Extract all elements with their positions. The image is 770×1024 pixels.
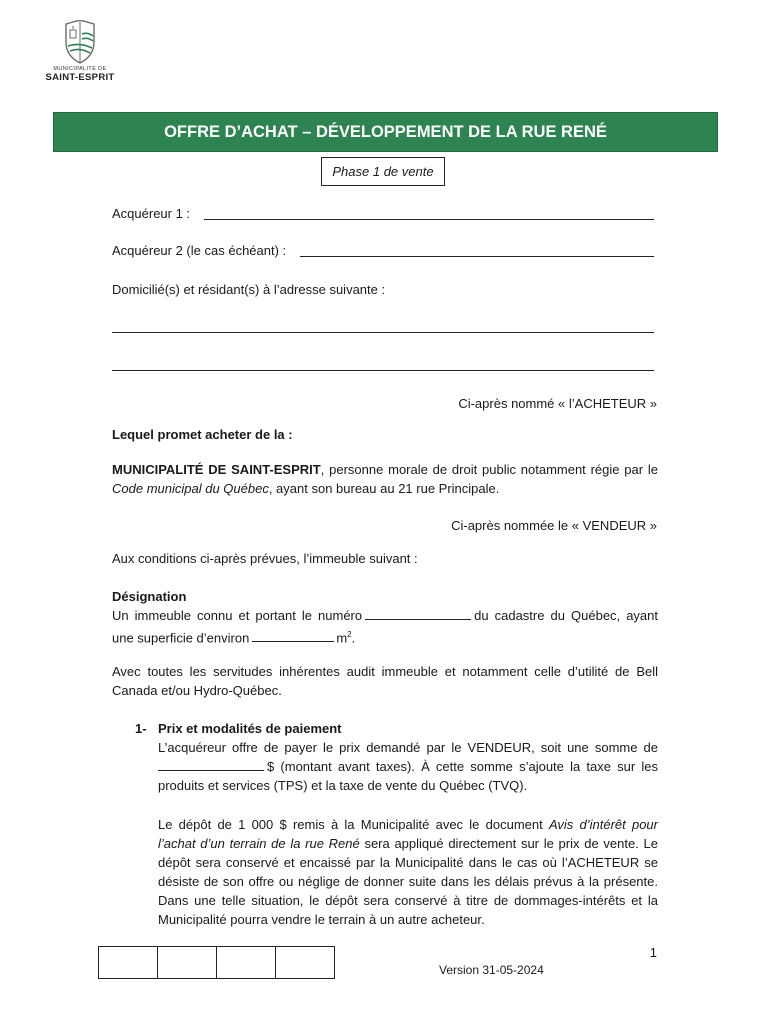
designation-text2: du cadastre du Québec, ayant une superficie d’environ (112, 608, 658, 646)
acquereur1-label: Acquéreur 1 : (112, 206, 191, 221)
page-number: 1 (649, 945, 657, 960)
designation-end: . (351, 630, 356, 646)
municipal-shield-emblem-icon (62, 20, 98, 64)
initials-boxes (98, 946, 335, 979)
section1-number: 1- (135, 721, 147, 736)
price-text2: $ (montant avant taxes). À cette somme s’ajoute la taxe sur les produits et services (TPS) et la taxe de vente du Québec (TVQ). (158, 759, 658, 793)
initials-box[interactable] (157, 946, 217, 979)
acquereur2-label: Acquéreur 2 (le cas échéant) : (112, 243, 287, 258)
conditions-text: Aux conditions ci-après prévues, l’immeuble suivant : (112, 551, 418, 566)
initials-box[interactable] (98, 946, 158, 979)
vendeur-code: Code municipal du Québec (112, 481, 269, 496)
price-text1: L’acquéreur offre de payer le prix demandé par le VENDEUR, soit une somme de (158, 740, 658, 755)
address-line-2-field[interactable] (112, 370, 654, 371)
vendeur-paragraph (112, 460, 658, 498)
version-label: Version 31-05-2024 (439, 963, 544, 977)
acheteur-note: Ci-après nommé « l’ACHETEUR » (458, 396, 657, 411)
vendeur-name: MUNICIPALITÉ DE SAINT-ESPRIT (112, 462, 321, 477)
phase-label: Phase 1 de vente (321, 157, 445, 186)
deposit-text1: Le dépôt de 1 000 $ remis à la Municipalité avec le document (158, 817, 549, 832)
vendeur-text1: , personne morale de droit public notamment régie par le (320, 462, 659, 477)
deposit-document-title: Avis d’intérêt pour l’achat d’un terrain de la rue René (158, 817, 658, 851)
document-title: OFFRE D’ACHAT – DÉVELOPPEMENT DE LA RUE RENÉ (53, 112, 718, 152)
acquereur2-field[interactable] (300, 256, 654, 257)
price-field[interactable] (158, 758, 264, 771)
section1-paragraph1 (158, 738, 658, 795)
vendeur-text2: , ayant son bureau au 21 rue Principale. (268, 481, 500, 496)
initials-box[interactable] (275, 946, 335, 979)
acquereur1-field[interactable] (204, 219, 654, 220)
section1-heading: Prix et modalités de paiement (158, 721, 342, 736)
initials-box[interactable] (216, 946, 276, 979)
section1-paragraph2 (158, 815, 658, 929)
deposit-text2: sera appliqué directement sur le prix de vente. Le dépôt sera conservé et encaissé par la Municipalité dans le cas où l’ACHETEUR se désiste de son offre ou néglige de donner suite dans les délais prévus à la présente. Dans une telle situation, le dépôt sera conservé à titre de dommages-intérêts et la Municipalité pourra vendre le terrain à un autre acheteur. (158, 836, 658, 927)
designation-paragraph (112, 606, 658, 647)
vendeur-note: Ci-après nommée le « VENDEUR » (451, 518, 657, 533)
designation-text1: Un immeuble connu et portant le numéro (112, 608, 363, 623)
municipality-logo (40, 20, 120, 83)
area-unit-exponent: 2 (347, 630, 352, 639)
logo-line1: MUNICIPALITÉ DE (53, 66, 107, 72)
lot-number-field[interactable] (365, 607, 471, 620)
designation-heading: Désignation (112, 589, 187, 604)
address-line-1-field[interactable] (112, 332, 654, 333)
lequel-heading: Lequel promet acheter de la : (112, 427, 293, 442)
servitudes-paragraph: Avec toutes les servitudes inhérentes audit immeuble et notamment celle d’utilité de Bell Canada et/ou Hydro-Québec. (112, 664, 658, 698)
logo-line2: SAINT-ESPRIT (45, 72, 115, 83)
area-unit: m (336, 630, 348, 646)
domicile-label: Domicilié(s) et résidant(s) à l’adresse suivante : (112, 282, 386, 297)
area-field[interactable] (252, 629, 334, 642)
